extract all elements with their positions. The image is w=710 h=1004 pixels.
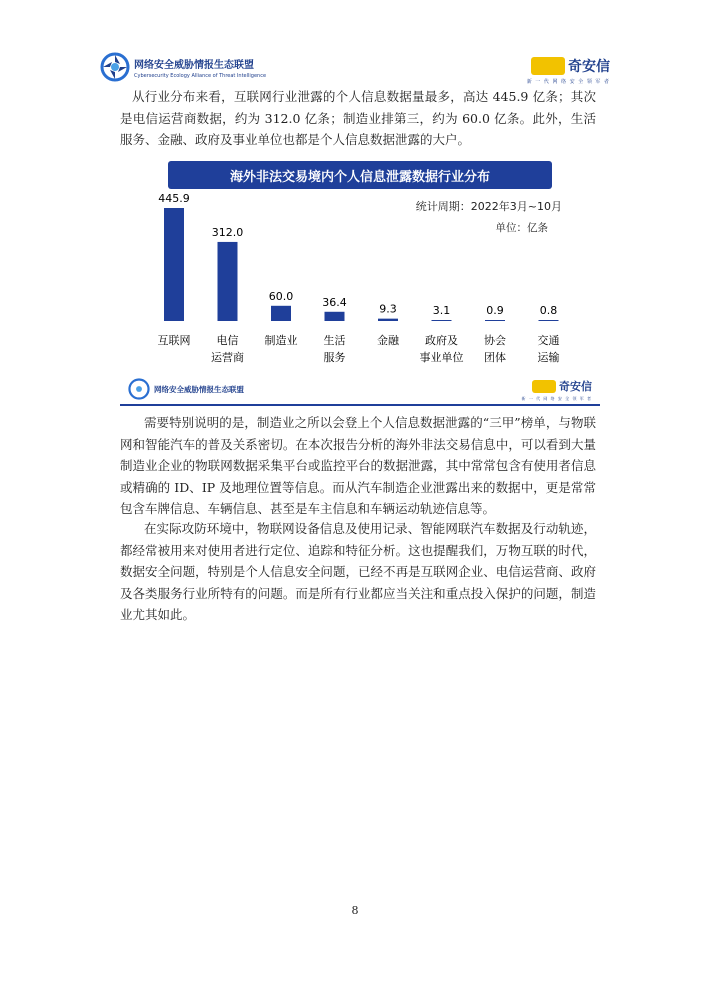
category-label-3-1: 服务 [323, 351, 346, 364]
paragraph-conclusion: 在实际攻防环境中，物联网设备信息及使用记录、智能网联汽车数据及行动轨迹，都经常被用来对使用者进行定位、追踪和特征分析。这也提醒我们，万物互联的时代，数据安全问题，特别是个人信息安全问题，已经不再是互联网企业、电信运营商、政府及各类服务行业所特有的问题。而是所有行业都应当关注和重点投入保护的问题，制造业尤其如此。 [120, 521, 596, 622]
chart-bottom-rule [120, 404, 600, 406]
data-label-3: 36.4 [322, 295, 347, 309]
data-label-5: 3.1 [432, 304, 451, 317]
chart-title: 海外非法交易境内个人信息泄露数据行业分布 [168, 161, 552, 189]
category-label-3-0: 生活 [323, 334, 346, 347]
category-label-6-1: 团体 [484, 351, 506, 364]
bar-chart-canvas [120, 154, 600, 374]
bar-1 [218, 242, 238, 321]
brand-badge-icon [532, 380, 556, 393]
data-label-1: 312.0 [211, 225, 244, 239]
category-label-2-0: 制造业 [264, 334, 298, 347]
category-label-6-0: 协会 [484, 334, 506, 347]
chart-alliance-logo [128, 378, 244, 400]
chart-brand-logo [522, 378, 592, 402]
alliance-name-en: Cybersecurity Ecology Alliance of Threat Intelligence [134, 72, 267, 79]
chart-brand-slogan: 新 一 代 网 络 安 全 领 军 者 [521, 396, 592, 401]
paragraph-manufacturing: 需要特别说明的是，制造业之所以会登上个人信息数据泄露的“三甲”榜单，与物联网和智能汽车的普及关系密切。在本次报告分析的海外非法交易信息中，可以看到大量制造业企业的物联网数据采集平台或监控平台的数据泄露，其中常常包含有使用者信息或精确的 ID、IP 及地理位置等信息。而从汽车制造企业泄露出来的数据中，更是常常包含车牌信息、车辆信息、甚至是车主信息和车辆运动轨迹信息等。 [120, 415, 596, 516]
brand-slogan: 新 一 代 网 络 安 全 领 军 者 [526, 79, 610, 85]
category-label-1-1: 运营商 [211, 351, 244, 364]
alliance-logo [100, 52, 266, 82]
bar-3 [325, 312, 345, 321]
category-label-0-0: 互联网 [157, 334, 191, 347]
chart-unit: 单位：亿条 [495, 222, 548, 234]
bar-6 [485, 320, 505, 321]
chart-alliance-name: 网络安全威胁情报生态联盟 [154, 384, 244, 394]
data-label-4: 9.3 [379, 302, 397, 316]
bar-5 [432, 320, 452, 321]
data-label-0: 445.9 [158, 192, 190, 205]
bar-0 [164, 208, 184, 321]
bar-7 [539, 320, 559, 321]
category-label-5-1: 事业单位 [419, 351, 464, 364]
data-label-6: 0.9 [486, 304, 504, 317]
category-label-4-0: 金融 [377, 334, 399, 347]
paragraph-intro: 从行业分布来看，互联网行业泄露的个人信息数据量最多，高达 445.9 亿条；其次是电信运营商数据，约为 312.0 亿条；制造业排第三，约为 60.0 亿条。此外，生活服务、金融、政府及事业单位也都是个人信息数据泄露的大户。 [120, 89, 596, 147]
category-label-1-0: 电信 [216, 334, 239, 347]
bar-2 [271, 306, 291, 321]
chart-period: 统计周期：2022年3月~10月 [415, 200, 562, 213]
alliance-name-cn: 网络安全威胁情报生态联盟 [134, 59, 254, 71]
alliance-emblem-icon [128, 378, 150, 400]
page-number: 8 [351, 904, 359, 917]
category-label-5-0: 政府及 [425, 334, 458, 347]
industry-distribution-chart [120, 154, 600, 410]
category-label-7-0: 交通 [537, 334, 560, 347]
chart-footer [128, 376, 592, 406]
brand-badge-icon [531, 57, 565, 75]
brand-name: 奇安信 [568, 59, 610, 75]
bar-4 [378, 319, 398, 321]
chart-brand-name: 奇安信 [559, 380, 592, 393]
qianxin-logo [527, 56, 610, 85]
alliance-emblem-icon [100, 52, 130, 82]
category-label-7-1: 运输 [537, 351, 560, 364]
data-label-7: 0.8 [539, 304, 558, 317]
data-label-2: 60.0 [268, 289, 294, 303]
